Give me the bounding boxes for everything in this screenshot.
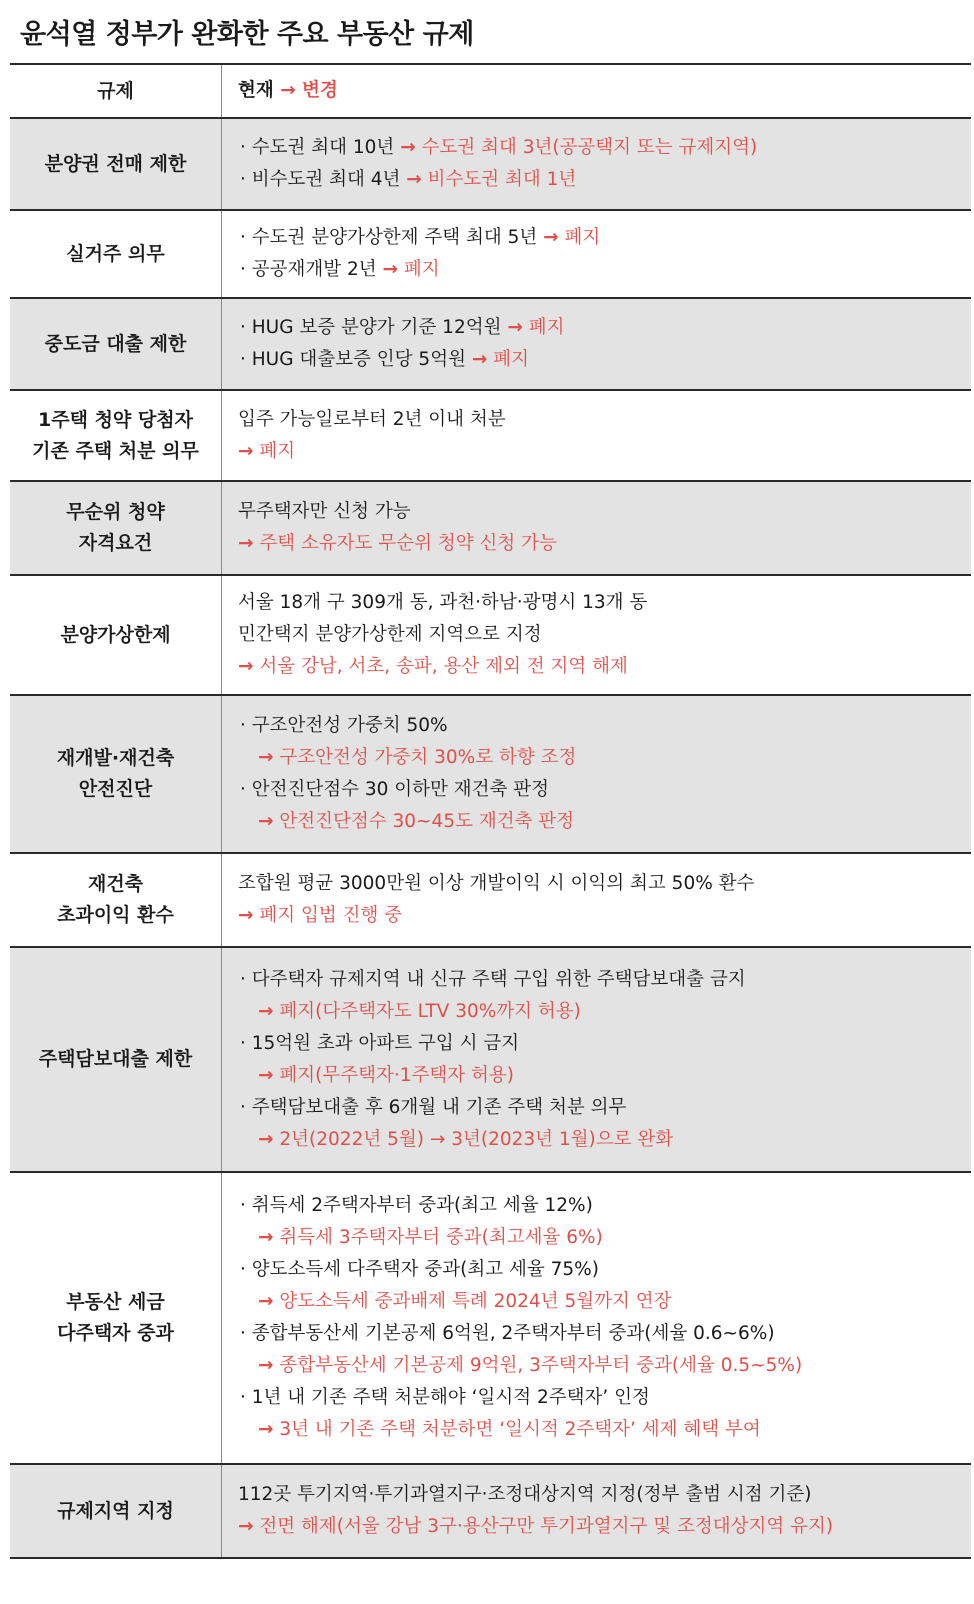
detail-line: 서울 18개 구 309개 동, 과천·하남·광명시 13개 동 xyxy=(238,592,648,613)
detail-line: · 15억원 초과 아파트 구입 시 금지 xyxy=(240,1032,520,1054)
arrow-icon: → xyxy=(406,169,422,190)
regulation-name-line: 실거주 의무 xyxy=(66,242,165,265)
arrow-icon: → xyxy=(238,440,254,462)
arrow-icon: → xyxy=(258,1291,274,1312)
regulation-name xyxy=(10,1173,222,1463)
arrow-icon: → xyxy=(382,259,399,280)
arrow-icon: → xyxy=(238,533,254,554)
arrow-icon: → xyxy=(258,1419,274,1440)
regulation-detail xyxy=(222,299,971,389)
detail-line: → 서울 강남, 서초, 송파, 용산 제외 전 지역 해제 xyxy=(238,656,628,677)
regulation-name-line: 부동산 세금 xyxy=(66,1291,165,1313)
arrow-icon: → xyxy=(471,349,488,370)
detail-line: → 3년 내 기존 주택 처분하면 ‘일시적 2주택자’ 세제 혜택 부여 xyxy=(258,1419,761,1440)
header-change xyxy=(222,65,971,117)
regulation-detail xyxy=(222,576,971,694)
arrow-icon: → xyxy=(258,1064,274,1086)
regulation-name-line: 주택담보대출 제한 xyxy=(38,1048,193,1070)
arrow-icon: → xyxy=(258,1227,274,1248)
arrow-icon: → xyxy=(238,1516,254,1537)
arrow-icon: → xyxy=(507,317,523,338)
regulation-detail xyxy=(222,696,971,852)
detail-line: 112곳 투기지역·투기과열지구·조정대상지역 지정(정부 출범 시점 기준) xyxy=(238,1484,812,1505)
arrow-icon: → xyxy=(543,227,559,248)
arrow-icon: → xyxy=(400,137,416,158)
regulation-name-line: 분양가상한제 xyxy=(60,623,171,646)
regulation-name xyxy=(10,482,222,574)
regulation-name-line: 규제지역 지정 xyxy=(57,1499,174,1522)
regulation-name-line: 초과이익 환수 xyxy=(57,904,174,926)
regulation-name xyxy=(10,948,222,1171)
regulation-name-line: 중도금 대출 제한 xyxy=(44,332,187,355)
detail-line: · 주택담보대출 후 6개월 내 기존 주택 처분 의무 xyxy=(240,1096,627,1118)
arrow-icon: → xyxy=(258,747,274,768)
regulation-name-line: 무순위 청약 xyxy=(66,501,165,523)
regulation-name-line: 자격요건 xyxy=(78,532,153,554)
regulation-name xyxy=(10,576,222,694)
detail-line: → 전면 해제(서울 강남 3구·용산구만 투기과열지구 및 조정대상지역 유지) xyxy=(238,1516,834,1537)
detail-line: → 폐지(다주택자도 LTV 30%까지 허용) xyxy=(258,1000,581,1022)
regulation-detail xyxy=(222,948,971,1171)
detail-line: · 양도소득세 다주택자 중과(최고 세율 75%) xyxy=(240,1259,599,1280)
detail-line: → 2년(2022년 5월) → 3년(2023년 1월)으로 완화 xyxy=(258,1128,674,1150)
regulation-name xyxy=(10,211,222,297)
table-header-row xyxy=(10,65,971,119)
table-row xyxy=(10,1465,971,1557)
regulation-name xyxy=(10,391,222,480)
regulation-detail xyxy=(222,854,971,946)
regulation-name xyxy=(10,119,222,209)
table-row xyxy=(10,948,971,1173)
regulation-name xyxy=(10,1465,222,1557)
table-row xyxy=(10,854,971,948)
table-row xyxy=(10,1173,971,1465)
detail-line: 조합원 평균 3000만원 이상 개발이익 시 이익의 최고 50% 환수 xyxy=(238,873,755,894)
detail-line: → 구조안전성 가중치 30%로 하향 조정 xyxy=(258,747,577,768)
arrow-icon: → xyxy=(258,1128,274,1150)
arrow-icon: → xyxy=(280,80,296,101)
detail-line: 민간택지 분양가상한제 지역으로 지정 xyxy=(238,624,542,645)
regulation-detail xyxy=(222,211,971,297)
detail-line: · 다주택자 규제지역 내 신규 주택 구입 위한 주택담보대출 금지 xyxy=(240,968,746,990)
page-title: 윤석열 정부가 완화한 주요 부동산 규제 xyxy=(20,19,474,50)
regulation-detail xyxy=(222,1173,971,1463)
detail-line: · 비수도권 최대 4년 → 비수도권 최대 1년 xyxy=(240,169,577,190)
regulation-name-line: 다주택자 중과 xyxy=(57,1322,174,1344)
header-changed: 변경 xyxy=(302,80,338,101)
table-row xyxy=(10,299,971,391)
regulation-name-line: 안전진단 xyxy=(78,778,153,800)
detail-line: → 안전진단점수 30~45도 재건축 판정 xyxy=(258,811,575,832)
table-row xyxy=(10,482,971,576)
table-row xyxy=(10,696,971,854)
detail-line: → 종합부동산세 기본공제 9억원, 3주택자부터 중과(세율 0.5~5%) xyxy=(258,1355,803,1376)
arrow-icon: → xyxy=(258,1355,274,1376)
detail-line: · 공공재개발 2년 → 폐지 xyxy=(240,259,440,280)
detail-line: · 1년 내 기존 주택 처분해야 ‘일시적 2주택자’ 인정 xyxy=(240,1387,650,1408)
detail-line: → 취득세 3주택자부터 중과(최고세율 6%) xyxy=(258,1227,603,1248)
detail-line: → 폐지(무주택자·1주택자 허용) xyxy=(258,1064,514,1086)
regulation-name-line: 1주택 청약 당첨자 xyxy=(38,408,193,431)
detail-line: · HUG 보증 분양가 기준 12억원 → 폐지 xyxy=(240,317,565,338)
detail-line: → 양도소득세 중과배제 특례 2024년 5월까지 연장 xyxy=(258,1291,672,1312)
detail-line: 입주 가능일로부터 2년 이내 처분 xyxy=(238,408,506,430)
detail-line: · 수도권 분양가상한제 주택 최대 5년 → 폐지 xyxy=(240,227,601,248)
detail-line: · 수도권 최대 10년 → 수도권 최대 3년(공공택지 또는 규제지역) xyxy=(240,137,758,158)
detail-line: → 폐지 입법 진행 중 xyxy=(238,905,403,926)
regulation-table xyxy=(10,63,971,1559)
regulation-name xyxy=(10,299,222,389)
arrow-icon: → xyxy=(238,905,254,926)
table-row xyxy=(10,391,971,482)
regulation-detail xyxy=(222,391,971,480)
detail-line: 무주택자만 신청 가능 xyxy=(238,501,411,522)
regulation-name-line: 재개발·재건축 xyxy=(56,747,175,769)
detail-line: · 구조안전성 가중치 50% xyxy=(240,715,448,736)
regulation-name-line: 분양권 전매 제한 xyxy=(44,152,187,175)
regulation-detail xyxy=(222,1465,971,1557)
header-regulation: 규제 xyxy=(10,65,222,117)
table-row xyxy=(10,211,971,299)
arrow-icon: → xyxy=(258,1000,274,1022)
table-row xyxy=(10,119,971,211)
detail-line: → 주택 소유자도 무순위 청약 신청 가능 xyxy=(238,533,557,554)
regulation-detail xyxy=(222,482,971,574)
arrow-icon: → xyxy=(238,656,254,677)
regulation-name xyxy=(10,696,222,852)
detail-line: → 폐지 xyxy=(238,440,296,462)
header-current: 현재 xyxy=(238,80,274,101)
arrow-icon: → xyxy=(258,811,274,832)
detail-line: · 종합부동산세 기본공제 6억원, 2주택자부터 중과(세율 0.6~6%) xyxy=(240,1323,775,1344)
detail-line: · 취득세 2주택자부터 중과(최고 세율 12%) xyxy=(240,1195,593,1216)
regulation-name-line: 기존 주택 처분 의무 xyxy=(32,439,199,462)
regulation-name-line: 재건축 xyxy=(87,873,144,895)
detail-line: · HUG 대출보증 인당 5억원 → 폐지 xyxy=(240,349,529,370)
regulation-detail xyxy=(222,119,971,209)
detail-line: · 안전진단점수 30 이하만 재건축 판정 xyxy=(240,779,550,800)
table-row xyxy=(10,576,971,696)
regulation-name xyxy=(10,854,222,946)
